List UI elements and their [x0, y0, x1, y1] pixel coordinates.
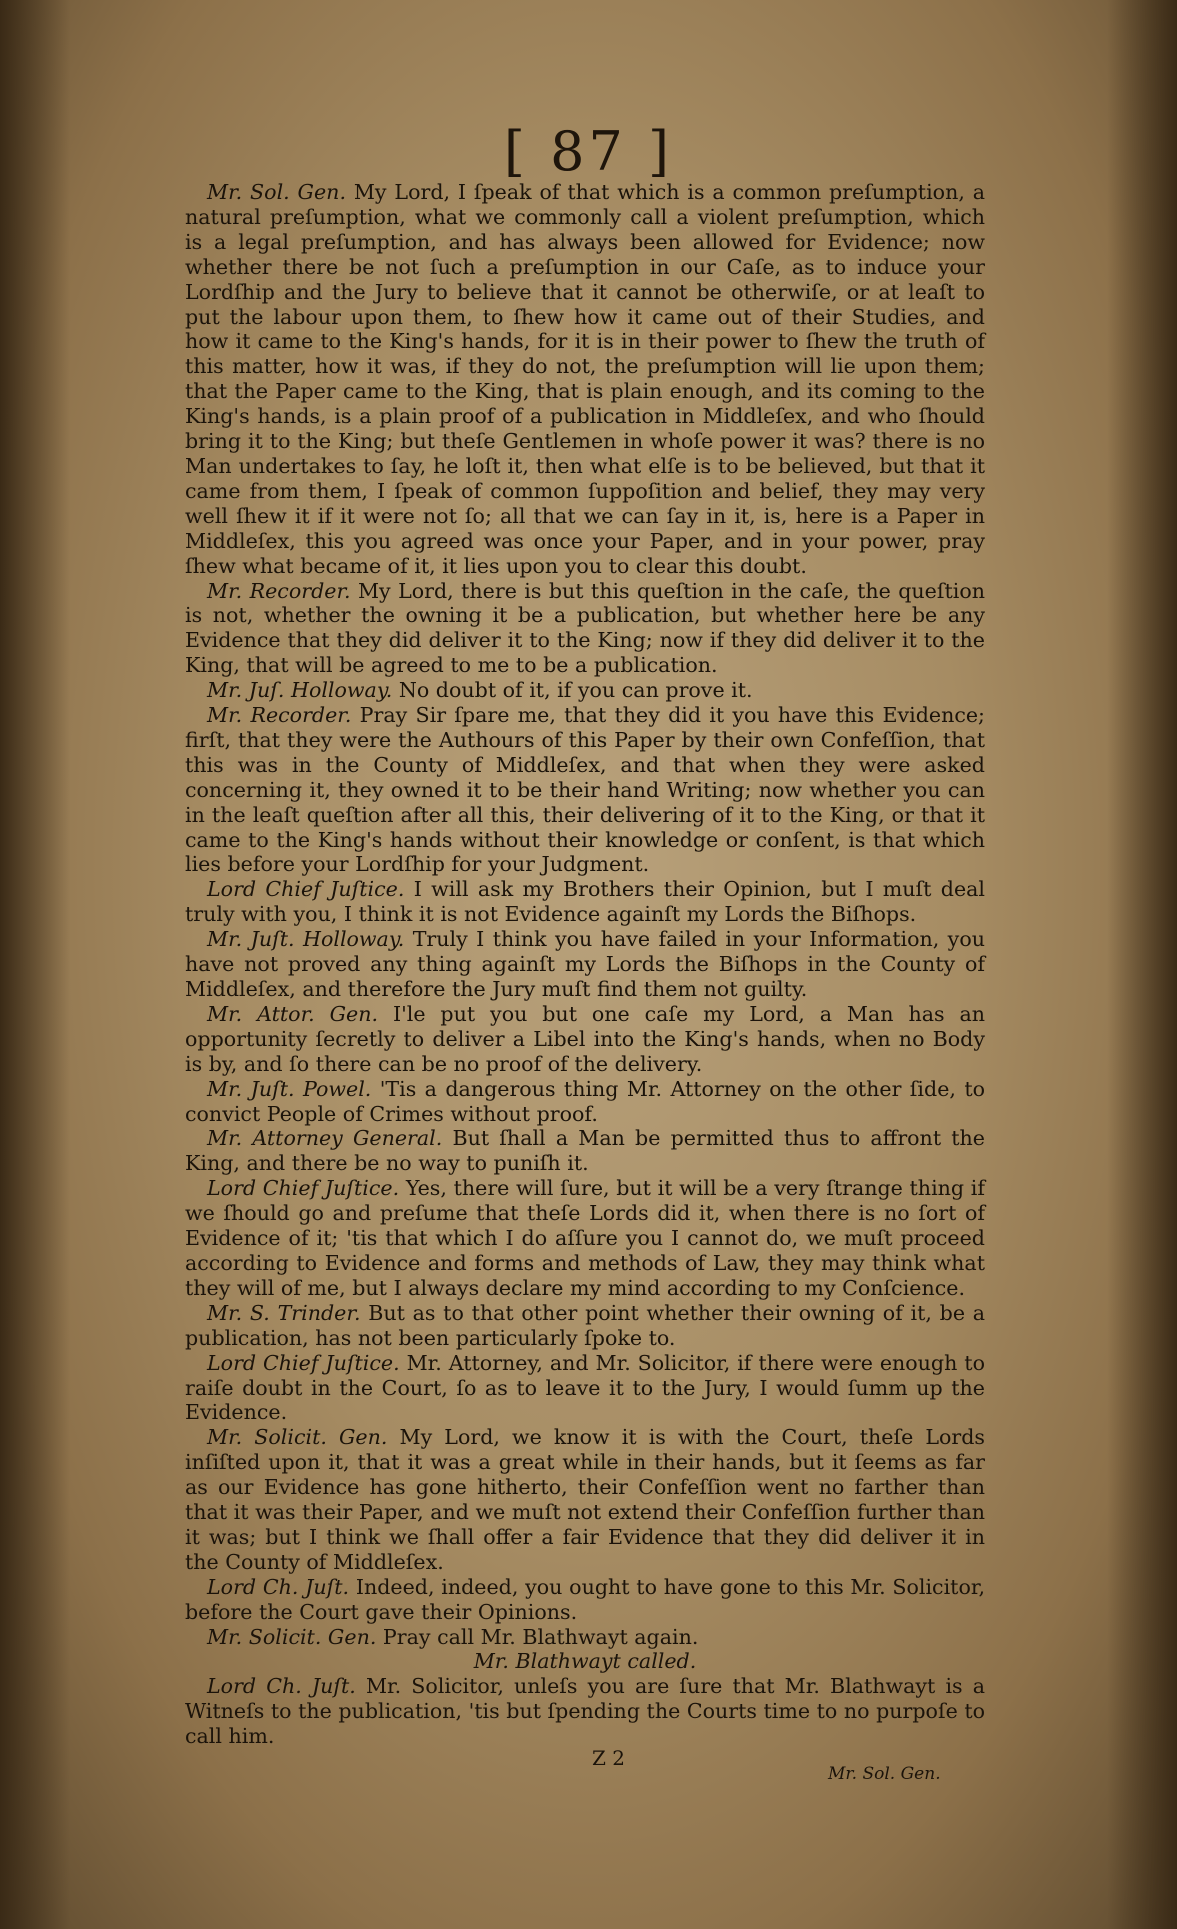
speaker-name: Mr. Recorder.: [207, 578, 351, 603]
speaker-name: Lord Ch. Juſt.: [207, 1674, 356, 1699]
signature-mark: Z 2: [592, 1746, 625, 1770]
page-shadow-right: [1107, 0, 1177, 1929]
paragraph-text: Yes, there will ſure, but it will be a very ſtrange thing if we ſhould go and preſume that theſe Lords did it, when there is no ſort of Evidence of it; 'tis that which I do aſſure you I cannot do, we muſt proceed according to Evidence and forms and methods of Law, they may think what they will of me, but I always declare my mind according to my Conſcience.: [185, 1176, 985, 1300]
paragraph-text: No doubt of it, if you can prove it.: [392, 678, 753, 703]
speaker-name: Mr. Recorder.: [207, 703, 352, 728]
paragraph-text: Mr. Attorney, and Mr. Solicitor, if there were enough to raiſe doubt in the Court, ſo as to leave it to the Jury, I would ſumm up the Evidence.: [185, 1350, 985, 1425]
speaker-name: Mr. Juſt. Powel.: [207, 1076, 372, 1101]
speaker-name: Lord Chief Juſtice.: [207, 1350, 400, 1375]
paragraph-text: My Lord, we know it is with the Court, theſe Lords inſiſted upon it, that it was a great while in their hands, but it ſeems as far as our Evidence has gone hitherto, their Confeſſion went no farther than that it was their Paper, and we muſt not extend their Confeſſion further than it was; but I think we ſhall offer a fair Evidence that they did deliver it in the County of Middleſex.: [185, 1425, 985, 1574]
paragraph: [185, 1674, 985, 1749]
body-text: [185, 180, 985, 1749]
speaker-name: Lord Ch. Juſt.: [207, 1574, 350, 1599]
speaker-name: Lord Chief Juſtice.: [207, 877, 405, 902]
paragraph: [185, 1002, 985, 1077]
paragraph-text: 'Tis a dangerous thing Mr. Attorney on the other ſide, to convict People of Crimes without proof.: [185, 1076, 986, 1126]
paragraph: [185, 927, 985, 1002]
stage-direction-text: Mr. Blathwayt called.: [473, 1649, 697, 1674]
speaker-name: Mr. Solicit. Gen.: [207, 1624, 377, 1649]
paragraph: [185, 1351, 985, 1426]
paragraph: [185, 1575, 985, 1625]
speaker-name: Mr. S. Trinder.: [207, 1300, 361, 1325]
paragraph-text: Pray call Mr. Blathwayt again.: [376, 1624, 699, 1649]
speaker-name: Mr. Attor. Gen.: [207, 1001, 379, 1026]
paragraph-text: My Lord, I ſpeak of that which is a common preſumption, a natural preſumption, what we commonly call a violent preſumption, which is a legal preſumption, and has always been allowed for Evidence; now whether there be not ſuch a preſumption in our Caſe, as to induce your Lordſhip and the Jury to believe that it cannot be otherwiſe, or at leaſt to put the labour upon them, to ſhew how it came out of their Studies, and how it came to the King's hands, for it is in their power to ſhew the truth of this matter, how it was, if they do not, the preſumption will lie upon them; that the Paper came to the King, that is plain enough, and its coming to the King's hands, is a plain proof of a publication in Middleſex, and who ſhould bring it to the King; but theſe Gentlemen in whoſe power it was? there is no Man undertakes to ſay, he loſt it, then what elſe is to be believed, but that it came from them, I ſpeak of common ſuppoſition and belief, they may very well ſhew it if it were not ſo; all that we can ſay in it, is, here is a Paper in Middleſex, this you agreed was once your Paper, and in your power, pray ſhew what became of it, it lies upon you to clear this doubt.: [185, 180, 985, 578]
paragraph: [185, 703, 985, 877]
catchword: Mr. Sol. Gen.: [828, 1764, 941, 1784]
page-shadow-left: [0, 0, 70, 1929]
paragraph-text: Truly I think you have failed in your Information, you have not proved any thing againſt my Lords the Biſhops in the County of Middleſex, and therefore the Jury muſt find them not guilty.: [185, 927, 985, 1001]
stage-direction: [185, 1649, 985, 1674]
paragraph: [185, 1625, 985, 1650]
paragraph-text: I'le put you but one caſe my Lord, a Man has an opportunity ſecretly to deliver a Libel into the King's hands, when no Body is by, and ſo there can be no proof of the delivery.: [185, 1001, 986, 1076]
speaker-name: Mr. Attorney General.: [207, 1126, 443, 1151]
page-number: [ 87 ]: [503, 120, 674, 183]
paragraph: [185, 180, 985, 579]
speaker-name: Mr. Juſt. Holloway.: [207, 927, 405, 952]
paragraph: [185, 1077, 985, 1127]
paragraph-text: I will ask my Brothers their Opinion, but I muſt deal truly with you, I think it is not Evidence againſt my Lords the Biſhops.: [185, 877, 985, 927]
speaker-name: Mr. Sol. Gen.: [207, 180, 346, 204]
paragraph: [185, 1126, 985, 1176]
paragraph-text: My Lord, there is but this queſtion in the caſe, the queſtion is not, whether the owning it be a publication, but whether here be any Evidence that they did deliver it to the King; now if they did deliver it to the King, that will be agreed to me to be a publication.: [185, 578, 985, 678]
paragraph-text: Mr. Solicitor, unleſs you are ſure that Mr. Blathwayt is a Witneſs to the publication, 'tis but ſpending the Courts time to no purpoſe to call him.: [185, 1674, 985, 1749]
speaker-name: Mr. Juſ. Holloway.: [207, 678, 393, 703]
paragraph: [185, 877, 985, 927]
paragraph-text: Indeed, indeed, you ought to have gone to this Mr. Solicitor, before the Court gave their Opinions.: [185, 1574, 985, 1624]
paragraph: [185, 579, 985, 679]
speaker-name: Mr. Solicit. Gen.: [207, 1425, 388, 1450]
paragraph-text: But ſhall a Man be permitted thus to affront the King, and there be no way to puniſh it.: [185, 1126, 985, 1176]
paragraph: [185, 1425, 985, 1574]
speaker-name: Lord Chief Juſtice.: [207, 1176, 400, 1201]
paragraph: [185, 1301, 985, 1351]
paragraph-text: But as to that other point whether their owning of it, be a publication, has not been particularly ſpoke to.: [185, 1300, 985, 1350]
paragraph: [185, 678, 985, 703]
paragraph-text: Pray Sir ſpare me, that they did it you have this Evidence; firſt, that they were the Authours of this Paper by their own Confeſſion, that this was in the County of Middleſex, and that when they were asked concerning it, they owned it to be their hand Writing; now whether you can in the leaſt queſtion after all this, their delivering of it to the King, or that it came to the King's hands without their knowledge or conſent, is that which lies before your Lordſhip for your Judgment.: [185, 703, 985, 877]
paragraph: [185, 1176, 985, 1301]
